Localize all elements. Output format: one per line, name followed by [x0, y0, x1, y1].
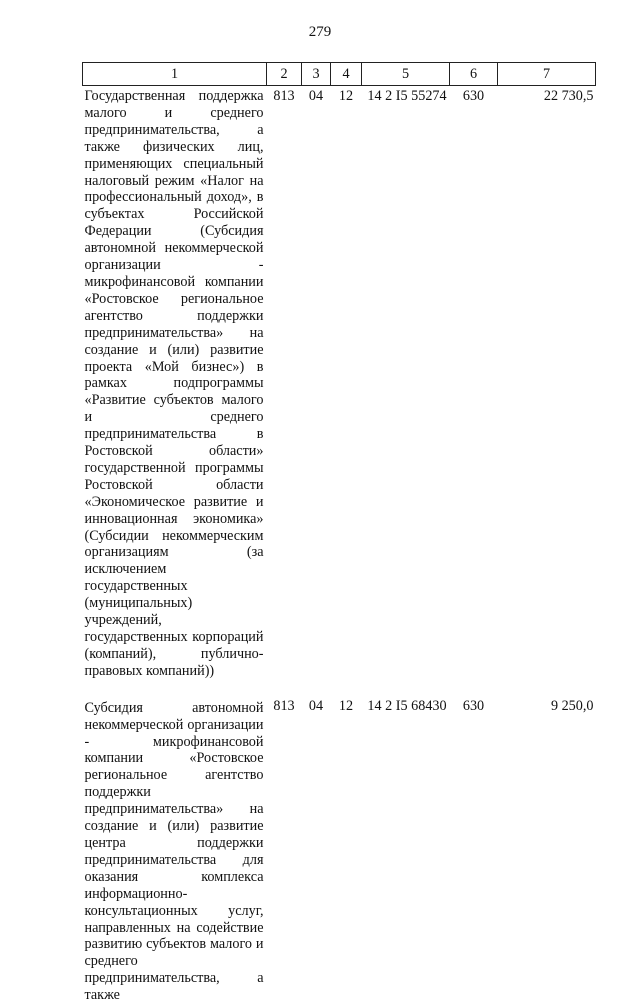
amount: 22 730,5 [543, 88, 594, 104]
target-article-code: 14 2 I5 68430 [367, 697, 447, 714]
header-col-6: 6 [450, 63, 498, 86]
header-row [83, 63, 596, 86]
subsection-code: 12 [338, 88, 354, 104]
header-col-7: 7 [498, 63, 596, 86]
table-row [83, 86, 596, 698]
section-code: 04 [308, 88, 324, 104]
header-col-4: 4 [331, 63, 362, 86]
ministry-code: 813 [273, 697, 295, 714]
expense-type-code: 630 [462, 697, 485, 714]
amount: 9 250,0 [550, 697, 594, 714]
budget-table [82, 62, 596, 1004]
ministry-code: 813 [273, 88, 295, 104]
table-row [83, 698, 596, 1004]
header-col-3: 3 [302, 63, 331, 86]
expense-type-code: 630 [462, 88, 485, 104]
header-col-2: 2 [267, 63, 302, 86]
row-name: Субсидия автономной некоммерческой организации - микрофинансовой компании «Ростовское региональное агентство поддержки предпринимательства» на создание и (или) развитие центра поддержки предпринимательства для оказания комплекса информационно-консультационных услуг, направленных на содействие развитию субъектов малого и среднего предпринимательства, а также [84, 699, 264, 1004]
row-name: Государственная поддержка малого и среднего предпринимательства, а также физических лиц, применяющих специальный налоговый режим «Налог на профессиональный доход», в субъектах Российской Федерации (Субсидия автономной некоммерческой организации - микрофинансовой компании «Ростовское региональное агентство поддержки предпринимательства» на создание и (или) развитие проекта «Мой бизнес») в рамках подпрограммы «Развитие субъектов малого и среднего предпринимательства в Ростовской области» государственной программы Ростовской области «Экономическое развитие и инновационная экономика» (Субсидии некоммерческим организациям (за исключением государственных (муниципальных) учреждений, государственных корпораций (компаний), публично-правовых компаний)) [84, 88, 264, 679]
subsection-code: 12 [338, 697, 354, 714]
section-code: 04 [308, 697, 324, 714]
header-col-1: 1 [83, 63, 267, 86]
page-number: 279 [308, 24, 332, 40]
header-col-5: 5 [362, 63, 450, 86]
target-article-code: 14 2 I5 55274 [367, 88, 447, 104]
